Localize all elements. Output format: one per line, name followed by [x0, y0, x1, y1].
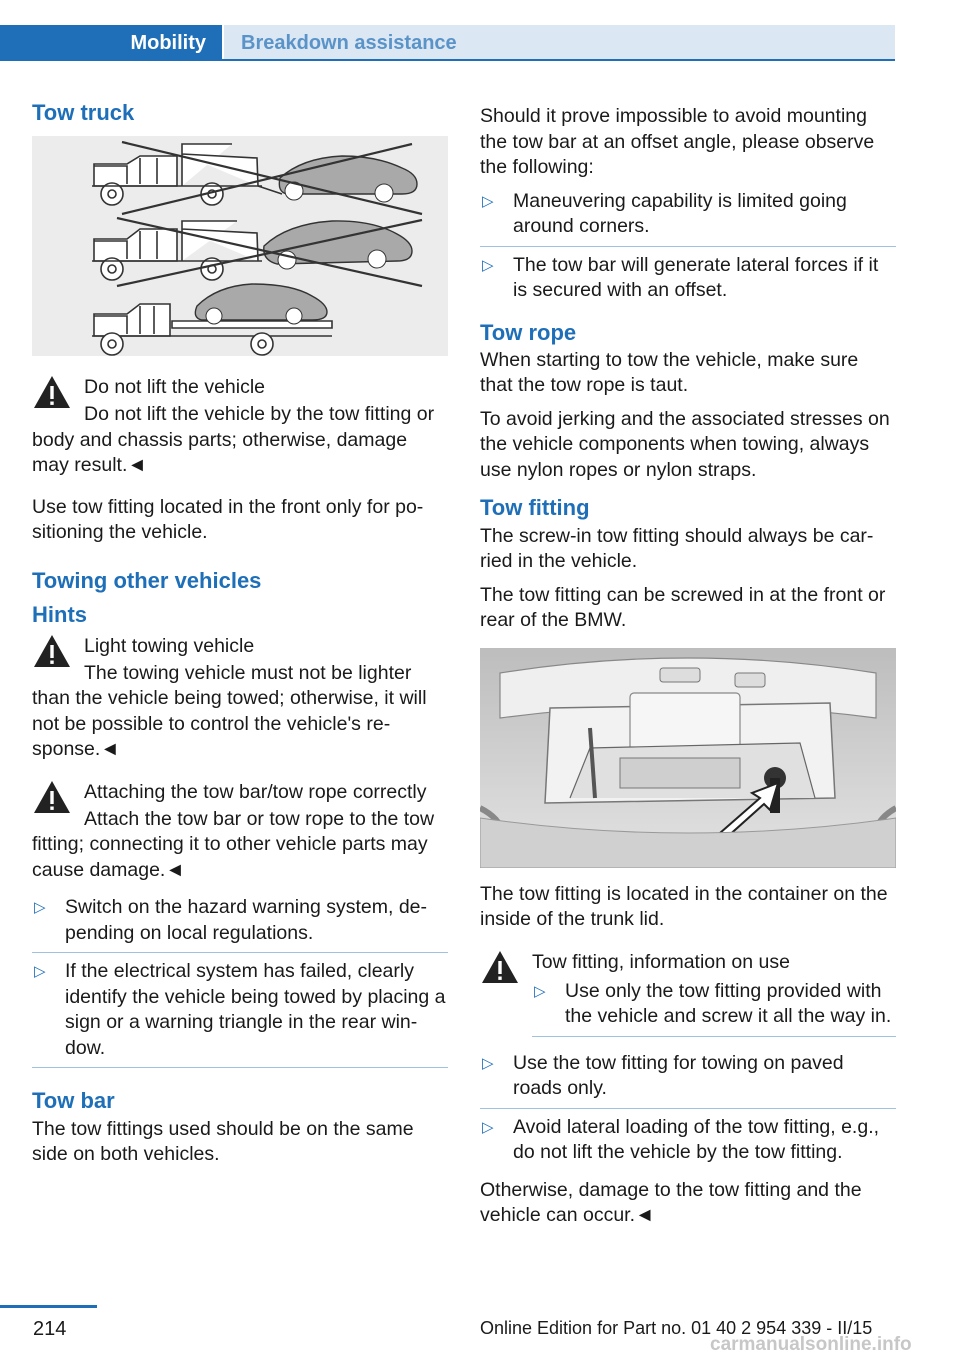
warning-light-vehicle — [32, 631, 448, 763]
warning-text: The towing vehicle must not be lighter than the vehicle being towed; otherwise, it will not be possible to control the vehicle's response.◄ — [32, 661, 427, 761]
list-item — [480, 1115, 896, 1172]
list-item-text: Use only the tow fitting provided with the vehicle and screw it all the way in. — [565, 979, 892, 1028]
warning-triangle-icon — [32, 633, 72, 669]
triangle-bullet-icon: ▷ — [482, 1054, 494, 1072]
tow-truck-diagram — [32, 136, 448, 356]
triangle-bullet-icon: ▷ — [34, 963, 46, 981]
closing-paragraph: Otherwise, damage to the tow fitting and the vehicle can occur.◄ — [480, 1178, 862, 1227]
page-header — [0, 25, 895, 61]
towing-hints-list — [32, 895, 448, 1068]
section-tab-mobility — [0, 25, 222, 61]
list-item-text: The tow bar will generate lateral forces if it is secured with an offset. — [513, 253, 879, 301]
triangle-bullet-icon: ▷ — [482, 192, 494, 210]
offset-intro: Should it prove impossible to avoid mounting the tow bar at an offset angle, please observe the following: — [480, 105, 875, 178]
page-number: 214 — [33, 1318, 67, 1340]
warning-triangle-icon — [32, 374, 72, 410]
list-item — [32, 895, 448, 953]
warning-lift-vehicle — [32, 372, 448, 479]
tow-fitting-list — [480, 1051, 896, 1172]
tow-bar-heading: Tow bar — [32, 1088, 115, 1114]
warning-nested-list — [532, 979, 896, 1037]
tow-bar-text: The tow fittings used should be on the same side on both vehicles. — [32, 1117, 414, 1166]
tow-truck-heading: Tow truck — [32, 100, 135, 125]
tow-rope-p2: To avoid jerking and the associated stresses on the vehicle components when towing, always use nylon ropes or nylon straps. — [480, 407, 890, 481]
list-item — [480, 1051, 896, 1109]
warning-triangle-icon — [32, 779, 72, 815]
triangle-bullet-icon: ▷ — [34, 899, 46, 917]
warning-attaching-tow-bar — [32, 777, 448, 884]
warning-title: Attaching the tow bar/tow rope correctly — [84, 780, 427, 803]
trunk-lid-illustration — [480, 648, 896, 868]
edition-text: Online Edition for Part no. 01 40 2 954 339 - II/15 — [480, 1318, 873, 1338]
list-item-text: Avoid lateral loading of the tow fitting, e.g., do not lift the vehicle by the tow fitting. — [513, 1115, 880, 1164]
warning-title: Do not lift the vehicle — [84, 376, 266, 399]
warning-text: Attach the tow bar or tow rope to the tow fitting; connecting it to other vehicle parts may cause damage.◄ — [32, 807, 435, 881]
triangle-bullet-icon: ▷ — [482, 1118, 494, 1136]
list-item — [480, 253, 896, 310]
triangle-bullet-icon: ▷ — [534, 982, 546, 1000]
chapter-tab-breakdown — [224, 25, 895, 61]
left-column — [32, 100, 448, 1176]
offset-list — [480, 189, 896, 310]
tow-fitting-caption: The tow fitting is located in the container on the inside of the trunk lid. — [480, 882, 888, 931]
tow-fitting-p1: The screw-in tow fitting should always be carried in the vehicle. — [480, 524, 874, 573]
warning-title: Tow fitting, information on use — [532, 950, 790, 973]
list-item — [480, 189, 896, 247]
watermark: carmanualsonline.info — [710, 1334, 912, 1355]
hints-heading: Hints — [32, 602, 87, 628]
header-rule — [0, 59, 895, 61]
paragraph-positioning: Use tow fitting located in the front only for positioning the vehicle. — [32, 495, 424, 544]
towing-other-vehicles-heading: Towing other vehicles — [32, 567, 262, 593]
list-item — [32, 959, 448, 1068]
warning-triangle-icon — [480, 949, 520, 985]
warning-title: Light towing vehicle — [84, 634, 255, 657]
triangle-bullet-icon: ▷ — [482, 256, 494, 274]
tow-fitting-heading: Tow fitting — [480, 495, 590, 521]
list-item-text: If the electrical system has failed, clearly identify the vehicle being towed by placing a sign or a warning triangle in the rear window. — [65, 960, 446, 1059]
tow-rope-heading: Tow rope — [480, 319, 577, 345]
warning-text: Do not lift the vehicle by the tow fitting or body and chassis parts; otherwise, damage may result.◄ — [32, 403, 435, 477]
list-item — [532, 979, 896, 1037]
tow-rope-p1: When starting to tow the vehicle, make sure that the tow rope is taut. — [480, 348, 859, 397]
list-item-text: Switch on the hazard warning system, depending on local regulations. — [65, 896, 428, 944]
warning-tow-fitting-use — [480, 947, 896, 1043]
tow-fitting-p2: The tow fitting can be screwed in at the front or rear of the BMW. — [480, 583, 886, 632]
section-label: Mobility — [130, 31, 206, 54]
trunk-lid-photo — [480, 648, 896, 868]
tow-truck-illustration — [32, 136, 448, 356]
chapter-label: Breakdown assistance — [241, 31, 457, 54]
list-item-text: Maneuvering capability is limited going around corners. — [513, 189, 847, 237]
footer-rule — [0, 1305, 97, 1308]
list-item-text: Use the tow fitting for towing on paved roads only. — [513, 1051, 844, 1100]
right-column — [480, 104, 896, 1237]
